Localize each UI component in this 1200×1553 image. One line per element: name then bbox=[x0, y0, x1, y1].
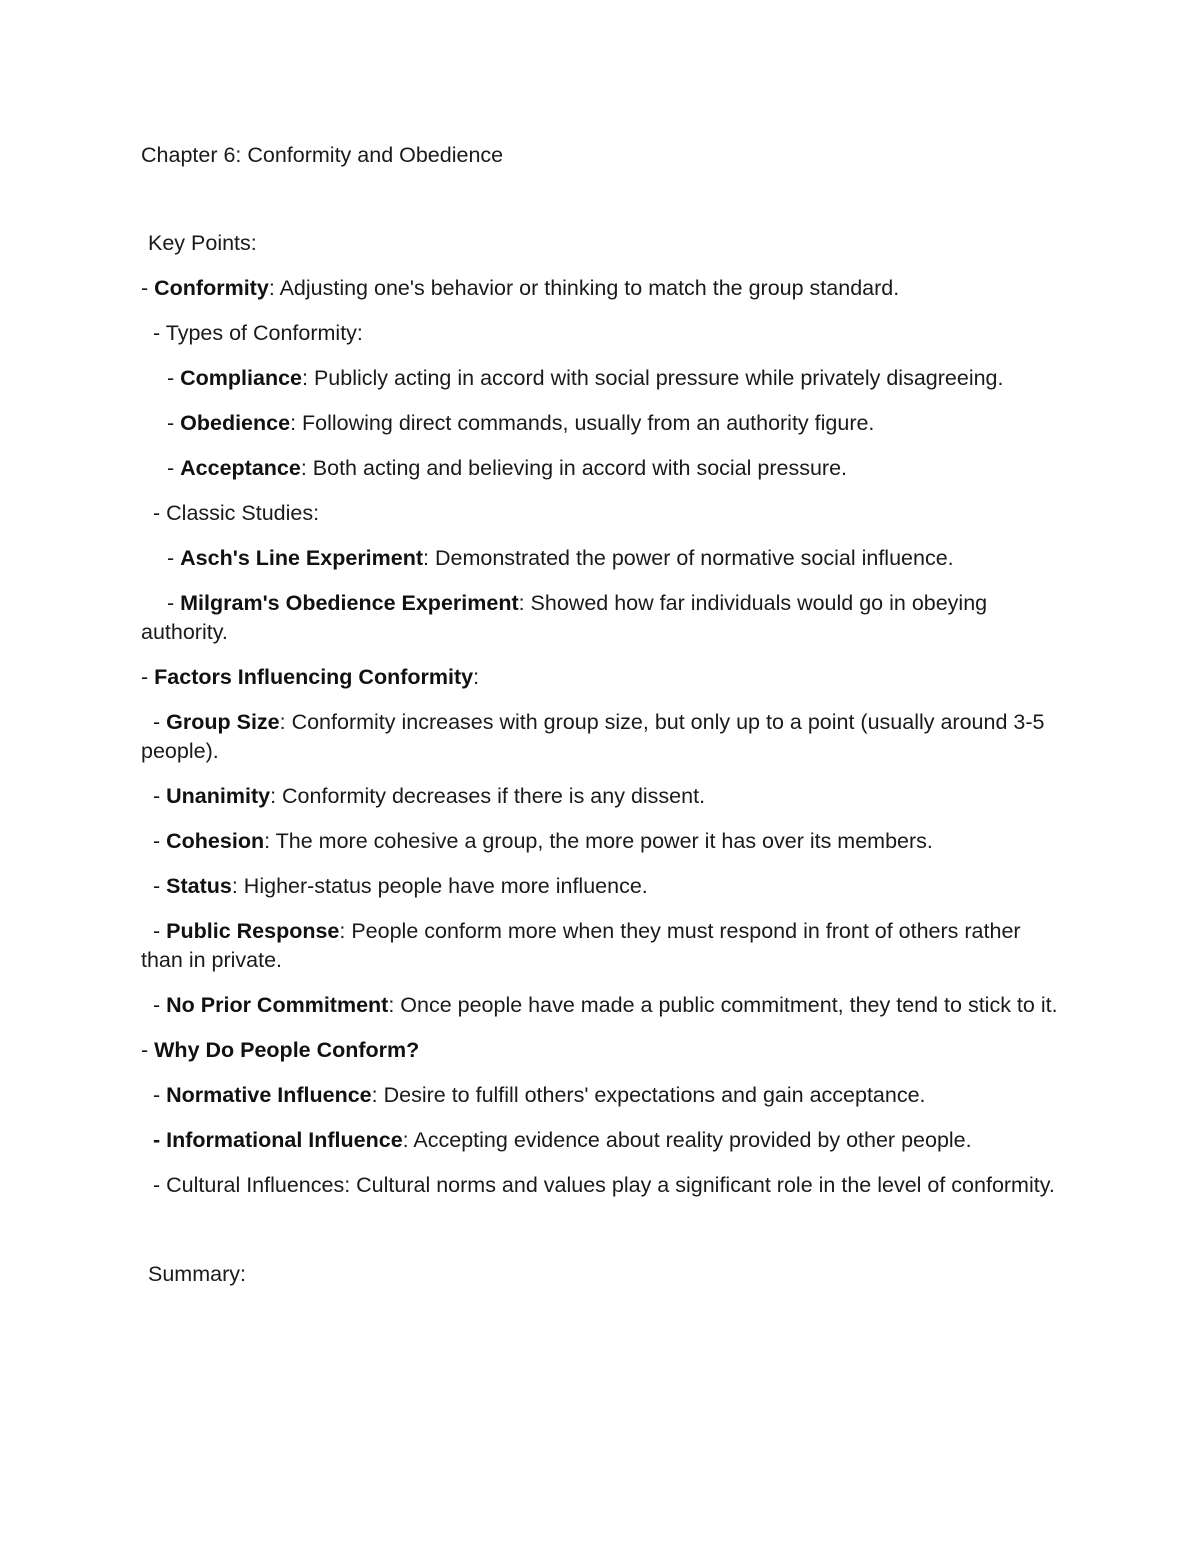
bullet-normative-influence bbox=[141, 1081, 1061, 1110]
bullet-dash: - bbox=[153, 784, 167, 808]
bullet-dash: - bbox=[153, 1173, 167, 1197]
bullet-status bbox=[141, 872, 1061, 901]
bullet-unanimity bbox=[141, 782, 1061, 811]
term-unanimity: Unanimity bbox=[166, 784, 271, 808]
definition-normative-influence: : Desire to fulfill others' expectations and gain acceptance. bbox=[371, 1083, 926, 1107]
term-why-do-people-conform: Why Do People Conform? bbox=[154, 1038, 420, 1062]
bullet-informational-influence bbox=[141, 1126, 1061, 1155]
bullet-cultural-influences bbox=[141, 1171, 1061, 1200]
definition-cohesion: : The more cohesive a group, the more power it has over its members. bbox=[264, 829, 933, 853]
definition-conformity: : Adjusting one's behavior or thinking to match the group standard. bbox=[268, 276, 900, 300]
definition-acceptance: : Both acting and believing in accord with social pressure. bbox=[300, 456, 848, 480]
bullet-classic-studies bbox=[141, 499, 1061, 528]
bullet-dash: - bbox=[141, 276, 155, 300]
bullet-dash: - bbox=[167, 456, 181, 480]
bullet-dash: - bbox=[153, 874, 167, 898]
definition-group-size: : Conformity increases with group size, but only up to a point (usually around 3-5 people). bbox=[141, 710, 1051, 763]
term-acceptance: Acceptance bbox=[180, 456, 301, 480]
subheading-types-of-conformity: Types of Conformity: bbox=[165, 321, 363, 345]
subheading-classic-studies: Classic Studies: bbox=[166, 501, 320, 525]
definition-milgram-experiment: : Showed how far individuals would go in obeying authority. bbox=[141, 591, 994, 644]
term-no-prior-commitment: No Prior Commitment bbox=[166, 993, 389, 1017]
term-status: Status bbox=[166, 874, 232, 898]
bullet-conformity bbox=[141, 274, 1061, 303]
term-informational-influence: Informational Influence bbox=[166, 1128, 403, 1152]
definition-no-prior-commitment: : Once people have made a public commitment, they tend to stick to it. bbox=[388, 993, 1058, 1017]
term-conformity: Conformity bbox=[154, 276, 269, 300]
bullet-dash: - bbox=[141, 1038, 155, 1062]
term-factors-influencing-conformity: Factors Influencing Conformity bbox=[154, 665, 474, 689]
bullet-milgram-experiment bbox=[141, 589, 1061, 647]
bullet-dash: - bbox=[153, 829, 167, 853]
bullet-dash: - bbox=[153, 1083, 167, 1107]
bullet-dash: - bbox=[153, 501, 167, 525]
definition-informational-influence: : Accepting evidence about reality provided by other people. bbox=[402, 1128, 972, 1152]
term-normative-influence: Normative Influence bbox=[166, 1083, 372, 1107]
term-group-size: Group Size bbox=[166, 710, 280, 734]
bullet-public-response bbox=[141, 917, 1061, 975]
summary-heading: Summary: bbox=[148, 1262, 246, 1286]
bullet-dash: - bbox=[153, 710, 167, 734]
bullet-dash: - bbox=[167, 546, 181, 570]
bullet-why-do-people-conform bbox=[141, 1036, 1061, 1065]
bullet-factors-influencing-conformity bbox=[141, 663, 1061, 692]
bullet-obedience bbox=[141, 409, 1061, 438]
bullet-asch-experiment bbox=[141, 544, 1061, 573]
bullet-dash: - bbox=[153, 919, 167, 943]
bullet-dash: - bbox=[167, 591, 181, 615]
term-public-response: Public Response bbox=[166, 919, 340, 943]
text-cultural-influences: Cultural Influences: Cultural norms and values play a significant role in the level of conformity. bbox=[166, 1173, 1055, 1197]
bullet-cohesion bbox=[141, 827, 1061, 856]
document-title: Chapter 6: Conformity and Obedience bbox=[141, 143, 504, 167]
term-obedience: Obedience bbox=[180, 411, 291, 435]
bullet-dash: - bbox=[153, 993, 167, 1017]
bullet-dash: - bbox=[167, 411, 181, 435]
definition-obedience: : Following direct commands, usually from an authority figure. bbox=[290, 411, 875, 435]
definition-status: : Higher-status people have more influence. bbox=[231, 874, 648, 898]
term-milgram-experiment: Milgram's Obedience Experiment bbox=[180, 591, 519, 615]
term-cohesion: Cohesion bbox=[166, 829, 265, 853]
definition-asch-experiment: : Demonstrated the power of normative social influence. bbox=[423, 546, 954, 570]
term-asch-experiment: Asch's Line Experiment bbox=[180, 546, 424, 570]
bullet-compliance bbox=[141, 364, 1061, 393]
definition-compliance: : Publicly acting in accord with social pressure while privately disagreeing. bbox=[302, 366, 1004, 390]
bullet-dash: - bbox=[153, 1128, 167, 1152]
bullet-dash: - bbox=[167, 366, 181, 390]
document-page bbox=[141, 141, 1061, 1305]
definition-unanimity: : Conformity decreases if there is any dissent. bbox=[270, 784, 706, 808]
bullet-no-prior-commitment bbox=[141, 991, 1061, 1020]
definition-public-response: : People conform more when they must respond in front of others rather than in private. bbox=[141, 919, 1027, 972]
bullet-dash: - bbox=[153, 321, 166, 345]
bullet-group-size bbox=[141, 708, 1061, 766]
term-compliance: Compliance bbox=[180, 366, 303, 390]
bullet-dash: - bbox=[141, 665, 155, 689]
definition-factors-influencing-conformity: : bbox=[473, 665, 480, 689]
bullet-types-of-conformity bbox=[141, 319, 1061, 348]
key-points-heading: Key Points: bbox=[148, 231, 257, 255]
bullet-acceptance bbox=[141, 454, 1061, 483]
